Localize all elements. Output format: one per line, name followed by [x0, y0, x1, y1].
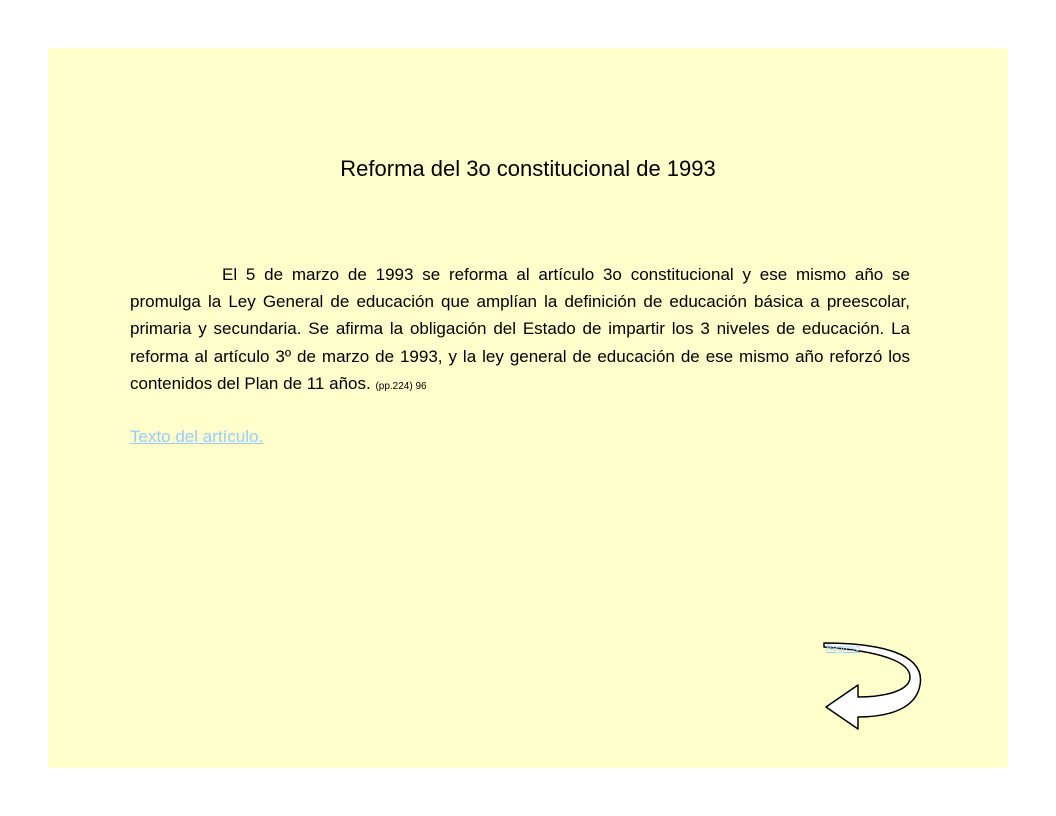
return-button[interactable] — [818, 633, 928, 733]
body-paragraph — [130, 261, 910, 400]
slide — [48, 48, 1008, 768]
paragraph-text: El 5 de marzo de 1993 se reforma al artículo 3o constitucional y ese mismo año se promulga la Ley General de educación que amplían la definición de educación básica a preescolar, primaria y secundaria. Se afirma la obligación del Estado de impartir los 3 niveles de educación. La reforma al artículo 3º de marzo de 1993, y la ley general de educación de ese mismo año reforzó los contenidos del Plan de 11 años. — [130, 265, 910, 393]
article-text-link[interactable]: Texto del artículo. — [130, 427, 264, 446]
return-label: Regreso — [826, 643, 861, 653]
citation: (pp.224) 96 — [375, 380, 427, 392]
slide-title: Reforma del 3o constitucional de 1993 — [340, 156, 716, 181]
